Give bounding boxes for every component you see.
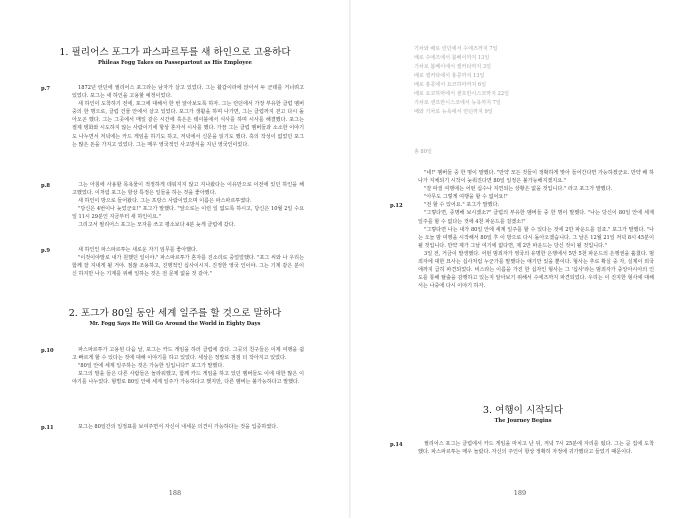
chapter-2-subtitle: Mr. Fogg Says He Will Go Around the World in Eighty Days — [89, 321, 261, 327]
page-ref-9: p.9 — [41, 248, 51, 254]
paragraph: 새 하인이 방으로 들어왔다. 그는 프랑스 사람이었으며 이름은 파스파르투였다. — [78, 198, 252, 205]
itinerary-item: 기차로 봄베이에서 캘커타까지 3일 — [414, 64, 491, 70]
paragraph: "잘 따질 여행에는 어떤 십수나 지연되는 상황은 없을 것입니다." 라고 포그가 말했다. — [424, 186, 613, 193]
itinerary-item: 배로 캘커타에서 홍콩까지 13일 — [414, 73, 485, 79]
page-ref-12: p.12 — [390, 203, 403, 209]
paragraph: 그는 아침에 사용할 목욕물이 적정하게 데워지지 않고 지나왔다는 이유만으로 이전에 있던 하인을 해고했었다. 이처럼 포그는 항상 특정은 일들을 하는 것을 좋아했다. — [72, 182, 304, 197]
page-ref-10: p.10 — [41, 348, 54, 354]
chapter-3-title: 3. 여행이 시작되다 — [482, 405, 564, 416]
paragraph-block-7 — [418, 440, 654, 456]
paragraph: "그렇다면 나는 내가 80일 안에 세계 일주를 할 수 있다는 것에 2만 파운드를 걸죠." 포그가 말했다. "나는 오늘 밤 여행을 시작해서 80일 후 이 방으로 다시 돌아오겠습니다. 그 날은 12월 21일 저녁 8시 45분이 될 것입니다. 만약 제가 그날 여기에 없다면, 제 2만 파운드는 당신 것이 될 것입니다." — [418, 226, 654, 249]
itinerary-item: 배로 수에즈에서 봄베이까지 13일 — [414, 55, 490, 61]
paragraph-block-5 — [72, 423, 304, 431]
page-ref-14: p.14 — [390, 442, 403, 448]
itinerary-item: 기차로 샌프란시스코에서 뉴욕까지 7일 — [414, 100, 501, 106]
paragraph: "전 할 수 있어요." 포그가 말했다. — [424, 202, 500, 209]
page-ref-7: p.7 — [41, 86, 51, 92]
paragraph: "당신은 4번이나 늦었군요!" 포그가 말했다. "앞으로는 이런 일 없도록 하시고, 당신은 10월 2일 수요일 11시 29분인 지금부터 새 하인이요." — [72, 206, 304, 221]
paragraph-block-4 — [72, 346, 304, 386]
paragraph: 3일 전, 거금이 발생했다. 어떤 범죄자가 영국의 유명한 은행에서 5만 5천 파운드의 은행권을 훔쳤다. 범죄자에 대한 묘사는 십사처럼 누군가를 말했다는 얘기만 있을 뿐이다. 형사는 추로 확실 중 자, 실제이 외국에까지 급히 파견되었다. 비스라는 이름을 가진 한 십자인 형사는 그 '십사'라는 범죄자가 중앙아시아의 인도를 통해 탈출을 감행하고 있는지 알아보기 위해서 수에즈까지 파견되었다. 우리는 이 진지한 형사에 대해서는 나중에 다시 이야기 하자. — [418, 250, 654, 290]
page-number-left: 188 — [168, 489, 182, 497]
itinerary-item: 기차와 배로 런던에서 수에즈까지 7일 — [414, 46, 498, 52]
paragraph: 필리어스 포그는 클럽에서 카드 게임을 마치고 난 뒤, 저녁 7시 25분에 자리를 떴다. 그는 곧 집에 도착했다. 파스파르투는 매우 놀랐다. 자신의 주인이 항상 정확히 자정에 귀가했다고 들었기 때문이다. — [418, 441, 654, 456]
paragraph: "아무도 그렇게 여행을 할 수 없어요!" — [424, 194, 508, 201]
chapter-2-title: 2. 포그가 80일 동안 세계 일주를 할 것으로 말하다 — [68, 308, 282, 319]
paragraph: 그리고서 필리어스 포그는 모자를 쓰고 평소보다 4분 늦게 클럽에 갔다. — [78, 222, 236, 229]
paragraph-block-3 — [72, 246, 304, 278]
paragraph: "그렇다면, 증명해 보시겠소?" 클럽의 부유한 멤버들 중 한 명이 말했다. "나는 당신이 80일 안에 세계 일주를 할 수 없다는 것에 4천 파운드를 걸겠소!" — [418, 210, 654, 225]
paragraph: 1872년 런던에 필리어스 포그라는 남자가 살고 있었다. 그는 활갑이라에 앉아서 두 군데를 거너려고 있었다. 포그는 새 하인을 고용할 예정이었다. — [72, 85, 304, 100]
page-number-right: 189 — [513, 489, 527, 497]
itinerary-item: 배로 요코하마에서 샌프란시스코까지 22일 — [414, 91, 509, 97]
page-ref-11: p.11 — [41, 425, 54, 431]
paragraph: 새 하인이 도착하기 전에, 포그에 대해서 한 번 알아보도록 하자. 그는 런던에서 가장 부유한 클럽 멤버 중의 한 명으로, 클럽 건물 안에서 살고 있었다. 포그가 생활을 하며 나가면, 그는 클럽까지 걷고 다시 돌아오곤 했다. 그는 그곳에서 매일 같은 시간에 혹은은 테이블에서 식사를 하며 시사를 해결했다. 포그는 절제 탱화와 시도하지 않는 사람이기에 항상 혼자서 시사를 했다. 가끔 그는 클럽 멤버들과 소소한 이야기도 나누면서 저녁에는 카드 게임을 하기도 하고, 저녁에서 신문을 읽기도 했다. 혹의 작성이 없었던 포그는 많은 돈을 가지고 있었다. 그는 매우 영국적인 사고방식을 지닌 영국인이었다. — [72, 101, 304, 148]
chapter-1-title: 1. 필리어스 포그가 파스파르투를 새 하인으로 고용하다 — [59, 47, 291, 58]
page-ref-8: p.8 — [41, 183, 51, 189]
chapter-3-subtitle: The Journey Begins — [494, 418, 552, 424]
itinerary-item: 배로 홍콩에서 요코하마까지 6일 — [414, 82, 487, 88]
itinerary-item: 배와 기차로 뉴욕에서 런던까지 9일 — [414, 109, 493, 115]
paragraph: 포그의 말을 들은 다른 사람들은 놀라워했고, 함께 카드 게임을 하고 있던 멤버들도 이에 대한 많은 이야기를 나누었다. 형벌로 80일 안에 세계 일주가 가능하다고 했지만, 다른 멤버는 불가능하다고 말했다. — [72, 371, 304, 386]
paragraph: "이것이야말로 내가 원했던 일이야." 파스파르투가 혼자를 진소리로 중얼얼했다. "포그 씨와 나 우리는 함께 잘 지내게 될 거야. 점잖 조용하고, 진행적인 십사이시지. 진정한 영국 인이야. 그는 기계 같은 분이신 하지만 나는 기계를 위해 일하는 것은 전 문제 없을 것 같아." — [72, 255, 304, 278]
paragraph: 포그는 80일간의 일정표를 보여주면서 자신이 내세운 의견이 가능하다는 것을 입증하였다. — [78, 424, 278, 430]
paragraph-block-1 — [72, 84, 304, 149]
paragraph: "네!" 멤버들 중 한 명이 말했다. "만약 모든 것들이 정확하게 맞아 들어간다면 가능하겠군요. 만약 배 하나가 지체되기 시작이 늦춰진다면 80일 일정은 불가능해지겠지요." — [418, 170, 654, 185]
paragraph: 새 하인인 파스파르투는 새로운 자기 임무를 좋아했다. — [78, 247, 198, 253]
paragraph: 파스파르투가 고용된 다음 날, 포그는 카드 게임을 하러 클럽에 갔다. 그곳의 친구들은 이제 여행을 쉽고 빠르게 할 수 있다는 것에 대해 이야기를 하고 있었다. 세상은 정말로 점점 더 작아지고 있었다. — [72, 347, 304, 362]
itinerary-total: 총 80일 — [414, 149, 432, 155]
right-page — [350, 0, 700, 518]
itinerary-list — [414, 45, 509, 117]
paragraph-block-6 — [418, 169, 654, 290]
paragraph: "80일 안에 세계 일주하는 것은 가능한 일입니다!" 포그가 말했다. — [78, 363, 224, 370]
paragraph-block-2 — [72, 181, 304, 230]
chapter-1-subtitle: Phileas Fogg Takes on Passepartout as His Employee — [98, 60, 252, 66]
